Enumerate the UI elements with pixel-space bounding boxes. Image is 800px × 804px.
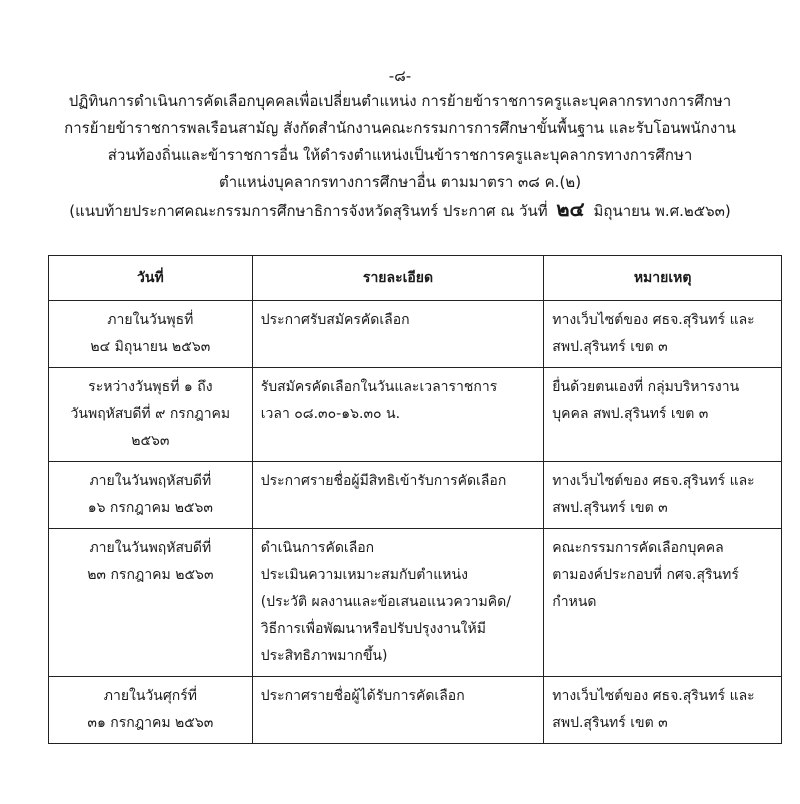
detail-cell xyxy=(252,462,544,529)
note-line: ตามองค์ประกอบที่ กศจ.สุรินทร์ xyxy=(552,567,739,583)
heading-line-3: ส่วนท้องถิ่นและข้าราชการอื่น ให้ดำรงตำแหน่งเป็นข้าราชการครูและบุคลากรทางการศึกษา xyxy=(107,146,693,164)
note-cell xyxy=(544,529,782,677)
table-row xyxy=(49,368,782,462)
announcement-day: ๒๔ xyxy=(556,197,585,221)
heading-line-1: ปฏิทินการดำเนินการคัดเลือกบุคคลเพื่อเปลี่ยนตำแหน่ง การย้ายข้าราชการครูและบุคลากรทางการศึกษา xyxy=(68,92,732,110)
date-line: ๒๕๖๓ xyxy=(131,433,170,449)
heading-line-4: ตำแหน่งบุคลากรทางการศึกษาอื่น ตามมาตรา ๓๘ ค.(๒) xyxy=(218,173,582,191)
table-row xyxy=(49,529,782,677)
note-line: กำหนด xyxy=(552,594,597,610)
note-line: ทางเว็บไซต์ของ ศธจ.สุรินทร์ และ xyxy=(552,312,755,328)
note-cell xyxy=(544,368,782,462)
date-line: ภายในวันพฤหัสบดีที่ xyxy=(89,540,212,556)
date-line: ๑๖ กรกฎาคม ๒๕๖๓ xyxy=(87,500,213,516)
date-cell xyxy=(49,677,253,744)
date-cell xyxy=(49,462,253,529)
heading-line-2: การย้ายข้าราชการพลเรือนสามัญ สังกัดสำนักงานคณะกรรมการการศึกษาขั้นพื้นฐาน และรับโอนพนักงาน xyxy=(64,119,736,137)
note-line: ทางเว็บไซต์ของ ศธจ.สุรินทร์ และ xyxy=(552,688,755,704)
detail-line: เวลา ๐๘.๓๐-๑๖.๓๐ น. xyxy=(260,406,401,422)
table-row xyxy=(49,462,782,529)
detail-cell xyxy=(252,677,544,744)
detail-line: ประเมินความเหมาะสมกับตำแหน่ง xyxy=(260,567,468,583)
detail-line: ประสิทธิภาพมากขึ้น) xyxy=(260,648,388,664)
table-row xyxy=(49,301,782,368)
detail-line: รับสมัครคัดเลือกในวันและเวลาราชการ xyxy=(260,379,498,395)
detail-line: ดำเนินการคัดเลือก xyxy=(260,540,375,556)
note-cell xyxy=(544,462,782,529)
date-cell xyxy=(49,529,253,677)
column-header-note: หมายเหตุ xyxy=(544,256,782,301)
note-cell xyxy=(544,301,782,368)
document-heading xyxy=(40,88,760,225)
table-header-row xyxy=(49,256,782,301)
date-line: ๒๔ มิถุนายน ๒๕๖๓ xyxy=(90,339,211,355)
note-line: สพป.สุรินทร์ เขต ๓ xyxy=(552,715,668,731)
date-line: ๓๑ กรกฎาคม ๒๕๖๓ xyxy=(87,715,214,731)
date-cell xyxy=(49,301,253,368)
date-cell xyxy=(49,368,253,462)
detail-cell xyxy=(252,529,544,677)
schedule-table xyxy=(48,255,782,744)
note-line: บุคคล สพป.สุรินทร์ เขต ๓ xyxy=(552,406,709,422)
date-line: ภายในวันศุกร์ที่ xyxy=(103,688,197,704)
date-line: ๒๓ กรกฎาคม ๒๕๖๓ xyxy=(87,567,214,583)
detail-line: ประกาศรับสมัครคัดเลือก xyxy=(260,312,410,328)
detail-line: ประกาศรายชื่อผู้ได้รับการคัดเลือก xyxy=(260,688,465,704)
note-cell xyxy=(544,677,782,744)
date-line: ระหว่างวันพุธที่ ๑ ถึง xyxy=(88,379,213,395)
detail-cell xyxy=(252,368,544,462)
note-line: สพป.สุรินทร์ เขต ๓ xyxy=(552,500,668,516)
date-line: วันพฤหัสบดีที่ ๙ กรกฎาคม xyxy=(70,406,231,422)
announcement-reference: (แนบท้ายประกาศคณะกรรมการศึกษาธิการจังหวัดสุรินทร์ ประกาศ ณ วันที่ xyxy=(69,202,548,220)
note-line: คณะกรรมการคัดเลือกบุคคล xyxy=(552,540,724,556)
page-number: -๘- xyxy=(388,67,412,85)
note-line: ยื่นด้วยตนเองที่ กลุ่มบริหารงาน xyxy=(552,379,740,395)
note-line: สพป.สุรินทร์ เขต ๓ xyxy=(552,339,668,355)
column-header-detail: รายละเอียด xyxy=(252,256,544,301)
detail-line: วิธีการเพื่อพัฒนาหรือปรับปรุงงานให้มี xyxy=(260,621,486,637)
detail-cell xyxy=(252,301,544,368)
detail-line: (ประวัติ ผลงานและข้อเสนอแนวความคิด/ xyxy=(260,594,511,610)
detail-line: ประกาศรายชื่อผู้มีสิทธิเข้ารับการคัดเลือก xyxy=(260,473,507,489)
announcement-month-year: มิถุนายน พ.ศ.๒๕๖๓) xyxy=(593,202,731,220)
heading-line-5 xyxy=(40,196,760,225)
date-line: ภายในวันพฤหัสบดีที่ xyxy=(89,473,212,489)
note-line: ทางเว็บไซต์ของ ศธจ.สุรินทร์ และ xyxy=(552,473,755,489)
column-header-date: วันที่ xyxy=(49,256,253,301)
date-line: ภายในวันพุธที่ xyxy=(107,312,194,328)
table-row xyxy=(49,677,782,744)
